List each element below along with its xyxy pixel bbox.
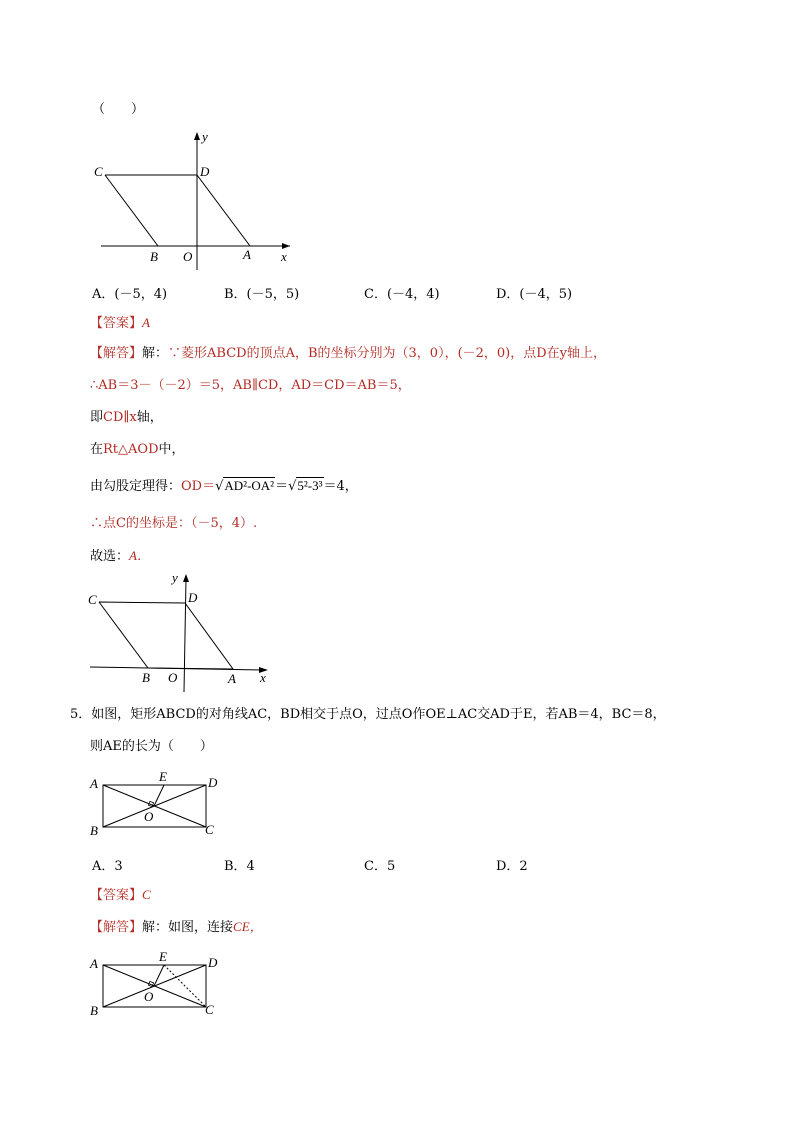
label-a: A bbox=[90, 776, 98, 791]
label-d: D bbox=[200, 164, 210, 179]
label-b: B bbox=[90, 823, 98, 838]
y-axis-arrow-icon bbox=[183, 574, 189, 582]
label-b: B bbox=[150, 249, 158, 264]
option-d: D．(－4，5) bbox=[496, 287, 573, 302]
rectangle-figure-1 bbox=[86, 768, 226, 842]
label-e: E bbox=[159, 949, 167, 964]
label-a: A bbox=[90, 956, 98, 971]
option-b: B．(－5，5) bbox=[224, 287, 300, 302]
solution-line-1: 【解答】解：∵菱形ABCD的顶点A，B的坐标分别为（3，0），(－2，0)，点D在y轴上， bbox=[90, 346, 607, 361]
answer-line: 【答案】C bbox=[90, 887, 151, 903]
segment-ce-dashed bbox=[164, 965, 206, 1007]
right-angle-mark bbox=[148, 801, 153, 806]
answer-value: A bbox=[142, 315, 150, 330]
answer-line bbox=[90, 314, 150, 333]
label-o: O bbox=[168, 670, 178, 685]
rhombus-abcd bbox=[105, 175, 250, 246]
label-o: O bbox=[144, 809, 154, 824]
label-x: x bbox=[260, 670, 266, 685]
label-a: A bbox=[228, 671, 236, 686]
label-y: y bbox=[202, 129, 208, 144]
solution-line-6: ∴点C的坐标是：（－5，4）. bbox=[90, 516, 258, 531]
rhombus-abcd bbox=[99, 602, 233, 669]
option-d: D．2 bbox=[496, 859, 528, 874]
option-c: C．5 bbox=[364, 859, 396, 874]
solution-line-5: 由勾股定理得：OD＝√AD²-OA²＝√5²-3³＝4， bbox=[90, 478, 358, 494]
y-axis-arrow-icon bbox=[194, 132, 200, 140]
question-5-stem-1: 5．如图，矩形ABCD的对角线AC，BD相交于点O，过点O作OE⊥AC交AD于E，若AB＝4，BC＝8， bbox=[70, 707, 666, 722]
label-c: C bbox=[205, 1002, 214, 1017]
option-c: C．(－4，4) bbox=[364, 287, 440, 302]
rhombus-figure-1 bbox=[85, 128, 305, 278]
question-5-stem-2: 则AE的长为（ ） bbox=[90, 739, 213, 754]
solution-line-3: 即CD∥x轴， bbox=[90, 410, 163, 425]
label-d: D bbox=[208, 955, 218, 970]
y-axis bbox=[184, 578, 186, 692]
label-b: B bbox=[90, 1003, 98, 1018]
option-b: B．4 bbox=[224, 859, 255, 874]
rectangle-figure-2 bbox=[86, 948, 226, 1022]
radical-2: 5²-3³ bbox=[297, 478, 323, 493]
label-d: D bbox=[208, 775, 218, 790]
label-a: A bbox=[243, 247, 251, 262]
label-c: C bbox=[94, 164, 103, 179]
label-c: C bbox=[205, 822, 214, 837]
option-a: A．3 bbox=[92, 859, 123, 874]
label-d: D bbox=[188, 590, 198, 605]
solution-line-1: 【解答】解：如图，连接CE， bbox=[90, 919, 263, 935]
rhombus-figure-2 bbox=[82, 568, 282, 698]
label-o: O bbox=[144, 989, 154, 1004]
right-angle-mark bbox=[148, 981, 153, 986]
label-e: E bbox=[159, 769, 167, 784]
solution-line-7: 故选：A． bbox=[90, 548, 150, 564]
label-c: C bbox=[88, 592, 97, 607]
label-b: B bbox=[142, 670, 150, 685]
answer-tag: 【答案】 bbox=[90, 316, 143, 331]
label-y: y bbox=[172, 570, 178, 585]
label-o: O bbox=[183, 249, 193, 264]
option-a: A．(－5，4) bbox=[92, 287, 168, 302]
radical-1: AD²-OA² bbox=[224, 478, 275, 493]
solution-line-2: ∴AB＝3－（－2）＝5，AB∥CD，AD＝CD＝AB＝5， bbox=[90, 378, 411, 393]
label-x: x bbox=[281, 249, 287, 264]
solution-line-4: 在Rt△AOD中， bbox=[90, 442, 185, 457]
answer-paren: （ ） bbox=[92, 102, 145, 117]
